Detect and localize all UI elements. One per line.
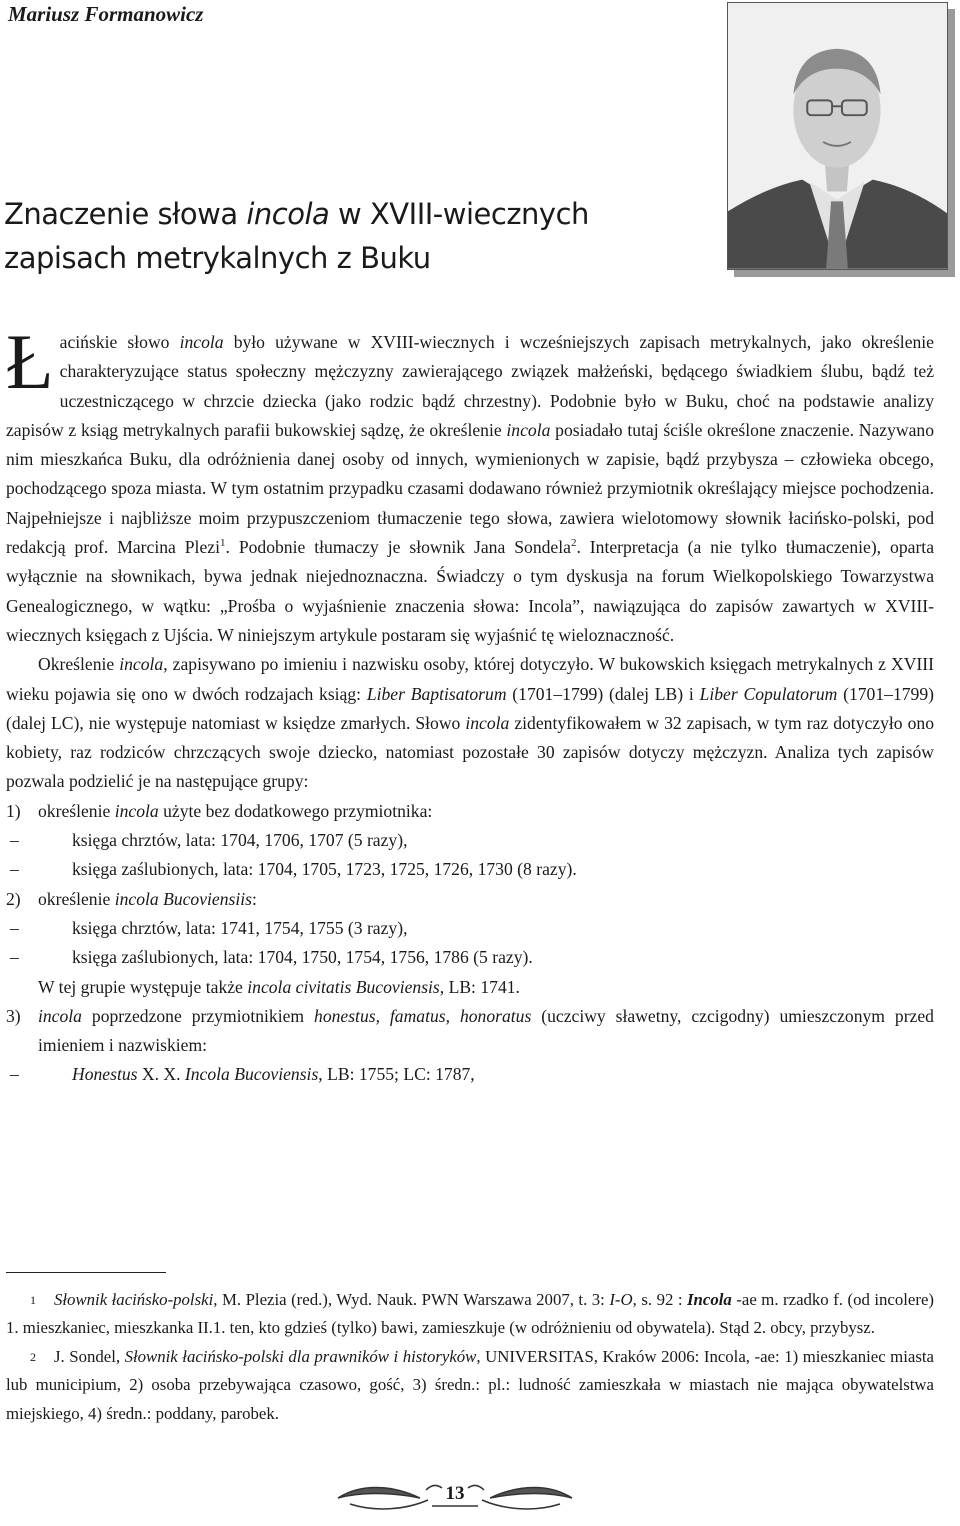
- page-number: 13: [330, 1478, 580, 1518]
- paragraph-2: Określenie incola, zapisywano po imieniu i nazwisku osoby, której dotyczyło. W bukowskich księgach metrykalnych z XVIII wieku pojawia się ono w dwóch rodzajach ksiąg: Liber Baptisatorum (1701–1799) (dalej LB) i Liber Copulatorum (1701–1799) (dalej LC), nie występuje natomiast w księdze zmarłych. Słowo incola zidentyfikowałem w 32 zapisach, w tym raz dotyczyło ono kobiety, raz rodziców chrzczących swoje dziecko, natomiast pozostałe 30 zapisów dotyczy mężczyzn. Analiza tych zapisów pozwala podzielić je na następujące grupy:: [6, 654, 935, 792]
- group-note: W tej grupie występuje także incola civitatis Bucoviensis, LB: 1741.: [38, 976, 520, 997]
- article-body: [6, 318, 935, 1090]
- title-line-2: zapisach metrykalnych z Buku: [4, 241, 431, 275]
- drop-cap: Ł: [6, 318, 54, 405]
- list-item-1: 1) określenie incola użyte bez dodatkowego przymiotnika:: [6, 800, 433, 821]
- sub-list-item: – księga chrztów, lata: 1741, 1754, 1755 (3 razy),: [10, 917, 408, 938]
- footnotes: [6, 1286, 934, 1428]
- title-italic-word: incola: [246, 197, 330, 231]
- footnote-2: $^2$ J. Sondel, Słownik łacińsko-polski dla prawników i historyków, UNIVERSITAS, Kraków 2006: Incola, -ae: 1) mieszkaniec miasta lub municipium, 2) osoba przebywająca czasowo, gość, 3) średn.: pl.: ludność zamieszkała w miastach nie mająca obywatelstwa miejskiego, 4) średn.: poddany, parobek.: [6, 1346, 934, 1423]
- footnote-1: $^1$ Słownik łacińsko-polski, M. Plezia (red.), Wyd. Nauk. PWN Warszawa 2007, t. 3: I-O, s. 92 : Incola -ae m. rzadko f. (od incolere) 1. mieszkaniec, mieszkanka II.1. ten, kto gdzieś (tylko) bawi, zamieszkuje (w odróżnieniu od obywatela). Stąd 2. obcy, przybysz.: [6, 1290, 934, 1338]
- list-item-2: 2) określenie incola Bucoviensiis:: [6, 888, 257, 909]
- footnote-ref-1[interactable]: 1: [219, 537, 226, 550]
- sub-list-item: – księga zaślubionych, lata: 1704, 1750, 1754, 1756, 1786 (5 razy).: [10, 947, 533, 968]
- author-name: Mariusz Formanowicz: [8, 2, 204, 26]
- title-line-1: Znaczenie słowa incola w XVIII-wiecznych: [4, 197, 589, 231]
- article-title: [4, 192, 704, 280]
- footnote-separator: [6, 1272, 166, 1273]
- paragraph-1: Łacińskie słowo incola było używane w XVIII-wiecznych i wcześniejszych zapisach metrykalnych, jako określenie charakteryzujące status społeczny mężczyzny zawierającego związek małżeński, będącego świadkiem ślubu, bądź też uczestniczącego w chrzcie dziecka (jako rodzic bądź chrzestny). Podobnie było w Buku, choć na podstawie analizy zapisów z ksiąg metrykalnych parafii bukowskiej sądzę, że określenie incola posiadało tutaj ściśle określone znaczenie. Nazywano nim mieszkańca Buku, dla odróżnienia danej osoby od innych, wymienionych w zapisie, bądź przybysza – człowieka obcego, pochodzącego spoza miasta. W tym ostatnim przypadku czasami dodawano również przymiotnik określający miejsce pochodzenia. Najpełniejsze i najbliższe moim przypuszczeniom tłumaczenie tego słowa, zawiera wielotomowy słownik łacińsko-polski, pod redakcją prof. Marcina Plezi$^1$. Podobnie tłumaczy je słownik Jana Sondela$^2$. Interpretacja (a nie tylko tłumaczenie), oparta wyłącznie na słownikach, bywa jednak niejednoznaczna. Świadczy o tym dyskusja na forum Wielkopolskiego Towarzystwa Genealogicznego, w wątku: „Prośba o wyjaśnienie znaczenia słowa: Incola”, nawiązująca do zapisów zawartych w XVIII-wiecznych księgach z Ujścia. W niniejszym artykule postaram się wyjaśnić tę wieloznaczność.: [6, 318, 935, 645]
- sub-list-item: – księga chrztów, lata: 1704, 1706, 1707 (5 razy),: [10, 830, 408, 851]
- sub-list-item: – księga zaślubionych, lata: 1704, 1705, 1723, 1725, 1726, 1730 (8 razy).: [10, 859, 577, 880]
- list-item-3: 3) incola poprzedzone przymiotnikiem honestus, famatus, honoratus (uczciwy sławetny, czcigodny) umieszczonym przed imieniem i nazwiskiem:: [6, 1005, 934, 1056]
- author-photo: [727, 2, 948, 270]
- sub-list-item: – Honestus X. X. Incola Bucoviensis, LB: 1755; LC: 1787,: [10, 1064, 475, 1085]
- footnote-ref-2[interactable]: 2: [570, 537, 577, 550]
